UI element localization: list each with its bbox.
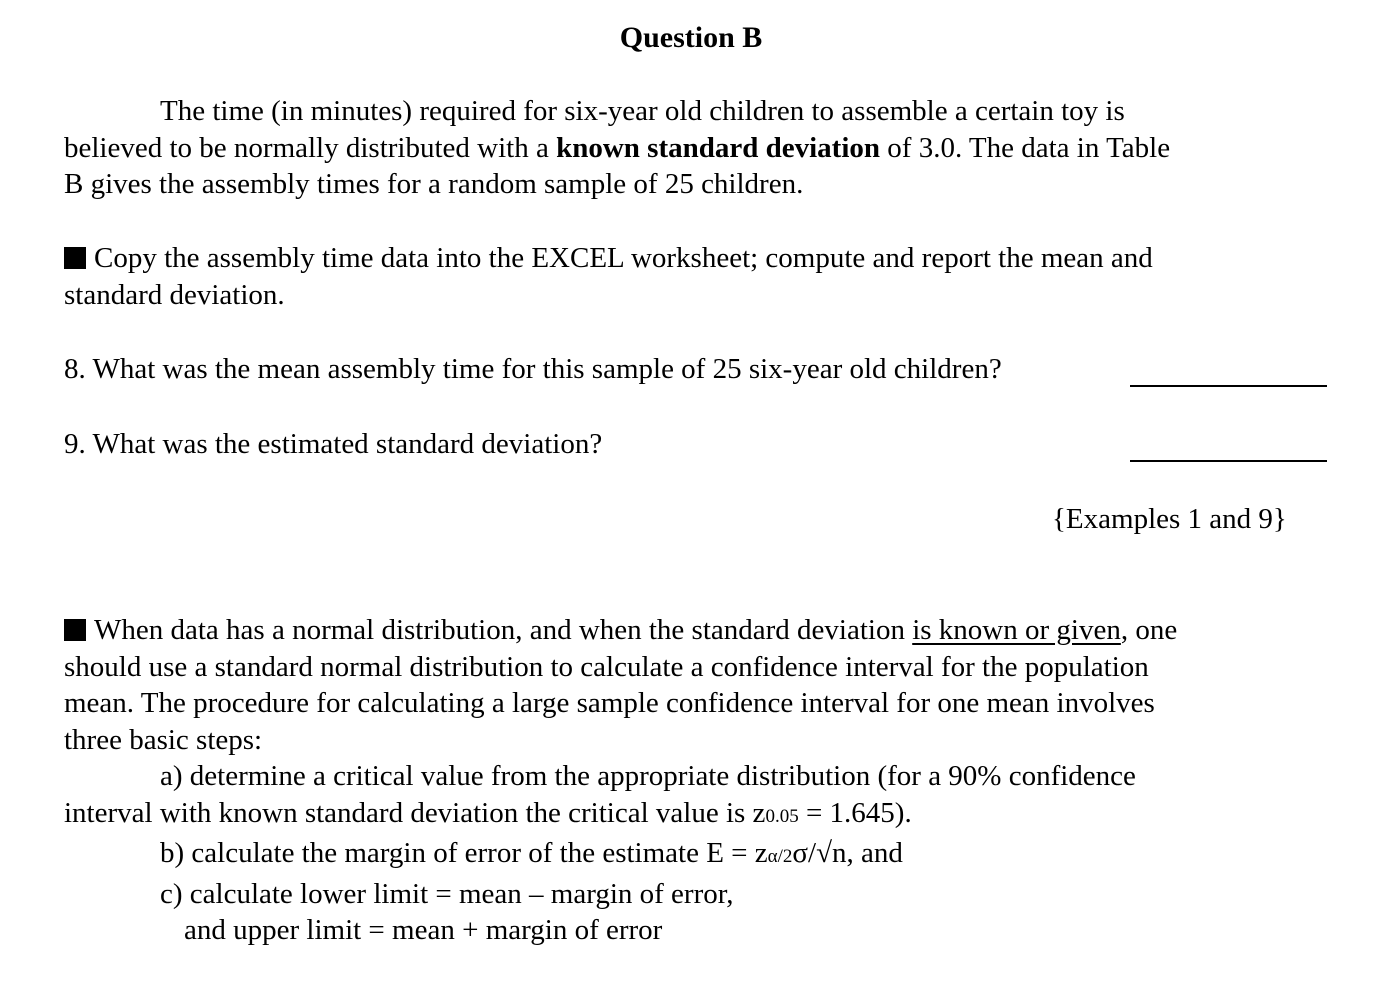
examples-reference: {Examples 1 and 9} [1052,503,1287,535]
alpha-subscript: α/2 [767,846,793,867]
question-9: 9. What was the estimated standard deviation? [64,428,603,460]
step-c-line-1: c) calculate lower limit = mean – margin of error, [160,877,734,910]
ci-line-4: three basic steps: [64,723,263,756]
step-a-line-1: a) determine a critical value from the appropriate distribution (for a 90% confidence [160,760,1136,792]
step-c-line-2: and upper limit = mean + margin of error [184,914,663,946]
intro-bold-phrase: known standard deviation [556,131,881,164]
step-a-line-2: interval with known standard deviation the critical value is z0.05 = 1.645). [64,796,912,829]
bullet-copy-line-2: standard deviation. [64,278,285,311]
intro-line-2: believed to be normally distributed with a known standard deviation of 3.0. The data in Table [64,131,1171,164]
square-bullet-icon [64,619,86,641]
page-title: Question B [619,21,763,54]
square-bullet-icon [64,247,86,269]
z-subscript: 0.05 [765,805,799,827]
underlined-phrase: is known or given [912,614,1121,646]
ci-line-2: should use a standard normal distribution to calculate a confidence interval for the population [64,650,1149,683]
ci-line-1: When data has a normal distribution, and when the standard deviation is known or given, one [64,612,1334,649]
bullet-copy-data [64,240,1334,313]
ci-line-3: mean. The procedure for calculating a large sample confidence interval for one mean involves [64,687,1155,719]
answer-blank-9[interactable] [1130,460,1327,462]
bullet-copy-line-1: Copy the assembly time data into the EXCEL worksheet; compute and report the mean and [64,240,1334,277]
answer-blank-8[interactable] [1130,385,1327,387]
intro-line-3: B gives the assembly times for a random sample of 25 children. [64,168,804,200]
bullet-confidence-interval [64,612,1334,949]
step-b: b) calculate the margin of error of the estimate E = zα/2σ/√n, and [160,837,903,869]
intro-line-1: The time (in minutes) required for six-year old children to assemble a certain toy is [160,95,1125,127]
intro-paragraph [64,93,1334,203]
question-8: 8. What was the mean assembly time for this sample of 25 six-year old children? [64,353,1002,385]
